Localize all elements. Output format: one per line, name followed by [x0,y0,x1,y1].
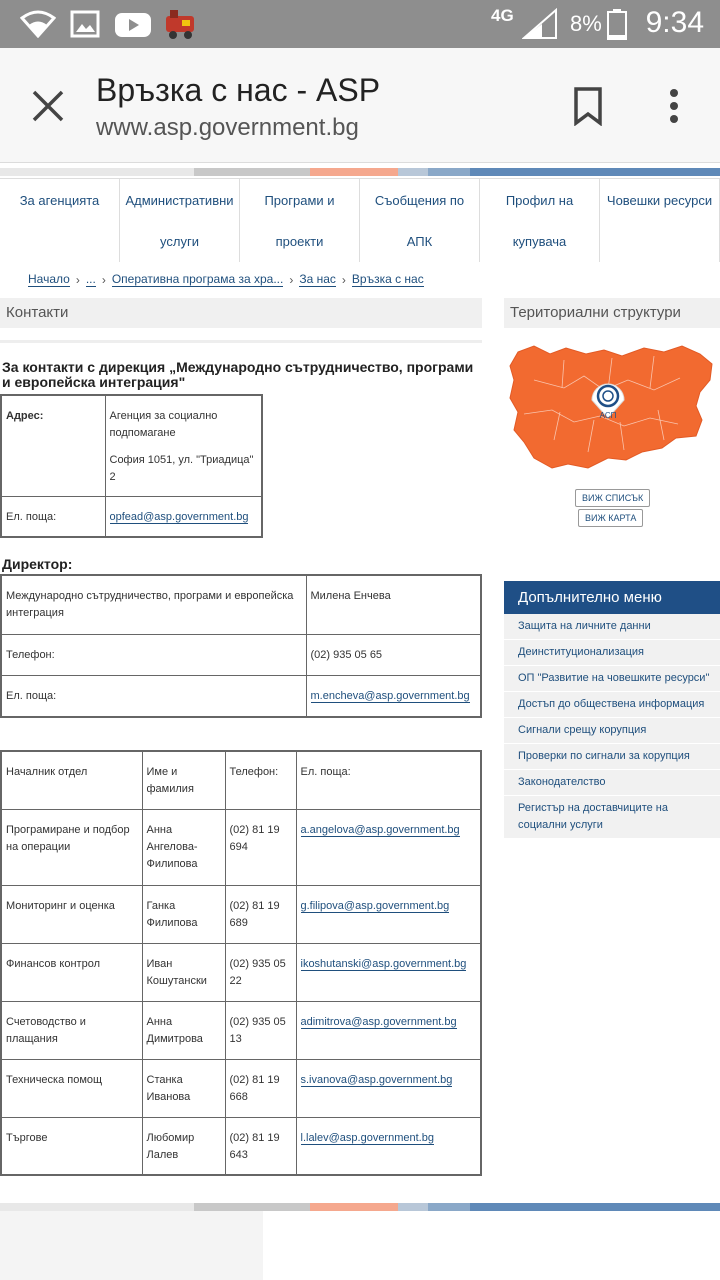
youtube-icon [114,12,152,38]
table-header-cell: Началник отдел [1,751,142,809]
address-label-cell [1,395,105,496]
breadcrumb-program[interactable]: Оперативна програма за хра... [111,272,284,286]
chevron-right-icon: › [75,272,80,287]
table-cell-name: Анна Ангелова-Филипова [142,809,225,885]
map-graphic [504,340,720,480]
nav-item-buyer-profile[interactable] [480,178,600,262]
nav-label: Човешки ресурси [606,193,713,208]
extra-menu-title: Допълнително меню [504,581,720,614]
breadcrumb-current[interactable]: Връзка с нас [351,272,424,286]
email-value-cell [105,496,262,537]
email-label: Ел. поща: [6,689,57,702]
breadcrumb [28,272,424,287]
breadcrumb-ellipsis[interactable]: ... [85,272,96,286]
chevron-right-icon: › [289,272,294,287]
director-heading: Директор: [2,556,73,572]
extra-menu-item[interactable]: Достъп до обществена информация [504,692,720,718]
nav-item-admin-services[interactable] [120,178,240,262]
table-cell-name: Иван Кошутански [142,943,225,1001]
table-cell-dept: Търгове [1,1117,142,1175]
staff-email-link[interactable]: ikoshutanski@asp.government.bg [300,957,467,970]
table-row [1,809,481,885]
extra-menu-item[interactable]: Деинституционализация [504,640,720,666]
table-cell-email [296,1059,481,1117]
table-cell-email [296,1117,481,1175]
staff-table [0,750,482,1176]
table-row [1,1117,481,1175]
bookmark-icon[interactable] [572,86,604,126]
table-header-cell: Ел. поща: [296,751,481,809]
table-row [1,1001,481,1059]
table-cell-dept: Техническа помощ [1,1059,142,1117]
table-row [1,943,481,1001]
view-list-button[interactable]: ВИЖ СПИСЪК [575,489,650,507]
close-icon[interactable] [30,88,66,124]
nav-label: За агенцията [19,193,100,208]
table-cell-phone: (02) 935 05 22 [225,943,296,1001]
address-line: София 1051, ул. "Триадица" 2 [109,454,254,483]
nav-item-agency[interactable] [0,178,120,262]
table-cell-name: Любомир Лалев [142,1117,225,1175]
divider [0,340,482,343]
director-phone: (02) 935 05 65 [310,648,383,661]
table-row [1,885,481,943]
breadcrumb-home[interactable]: Начало [28,272,70,286]
signal-icon [522,8,558,40]
table-cell-phone: (02) 81 19 668 [225,1059,296,1117]
image-icon [70,10,100,38]
director-name: Милена Енчева [310,590,391,602]
color-strip-top [0,168,720,176]
director-name-cell [306,575,481,634]
wifi-icon [20,10,56,38]
email-label-cell [1,675,306,717]
network-type: 4G [491,6,514,25]
table-cell-email [296,885,481,943]
extra-menu-item[interactable]: ОП "Развитие на човешките ресурси" [504,666,720,692]
battery-icon [606,8,628,40]
nav-item-hr[interactable] [600,178,720,262]
territorial-heading: Териториални структури [504,298,720,328]
address-value-cell [105,395,262,496]
extra-menu-item[interactable]: Законодателство [504,770,720,796]
email-label-cell [1,496,105,537]
color-strip-bottom [0,1203,720,1211]
train-app-icon [162,8,200,40]
address-label: Адрес: [6,410,44,422]
extra-menu-item[interactable]: Регистър на доставчиците на социални услуги [504,796,720,839]
view-map-button[interactable]: ВИЖ КАРТА [578,509,643,527]
email-value-cell [306,675,481,717]
email-label: Ел. поща: [6,510,57,523]
directorate-title: За контакти с дирекция „Международно сътрудничество, програми и европейска интеграция" [2,359,474,390]
browser-toolbar [0,48,720,163]
phone-value-cell [306,634,481,675]
page-url[interactable]: www.asp.government.bg [96,114,359,141]
nav-item-announcements[interactable] [360,178,480,262]
extra-menu [504,581,720,839]
staff-email-link[interactable]: s.ivanova@asp.government.bg [300,1073,453,1086]
extra-menu-item[interactable]: Защита на личните данни [504,614,720,640]
table-cell-name: Станка Иванова [142,1059,225,1117]
nav-label: Съобщения по [374,193,465,208]
nav-label: Програми и [264,193,335,208]
contacts-heading: Контакти [0,298,482,328]
nav-label: купувача [512,234,567,249]
table-cell-email [296,809,481,885]
table-cell-email [296,943,481,1001]
table-header-row [1,751,481,809]
table-cell-dept: Финансов контрол [1,943,142,1001]
nav-label: Административни [125,193,234,208]
staff-email-link[interactable]: adimitrova@asp.government.bg [300,1015,457,1028]
footer-block [0,1211,263,1280]
bulgaria-map[interactable] [504,340,720,480]
director-dept: Международно сътрудничество, програми и европейска интеграция [6,590,294,619]
nav-label: проекти [275,234,324,249]
table-cell-name: Анна Димитрова [142,1001,225,1059]
phone-label: Телефон: [6,648,55,661]
clock: 9:34 [645,6,704,39]
table-cell-phone: (02) 81 19 689 [225,885,296,943]
staff-email-link[interactable]: g.filipova@asp.government.bg [300,899,450,912]
staff-email-link[interactable]: a.angelova@asp.government.bg [300,823,460,836]
staff-email-link[interactable]: l.lalev@asp.government.bg [300,1131,434,1144]
table-cell-phone: (02) 935 05 13 [225,1001,296,1059]
table-cell-phone: (02) 81 19 694 [225,809,296,885]
chevron-right-icon: › [101,272,106,287]
table-cell-dept: Мониторинг и оценка [1,885,142,943]
battery-percent: 8% [570,11,602,36]
page-title: Връзка с нас - ASP [96,72,381,108]
address-line: Агенция за социално подпомагане [109,410,218,439]
extra-menu-item[interactable]: Проверки по сигнали за корупция [504,744,720,770]
director-email-link[interactable]: m.encheva@asp.government.bg [310,689,470,702]
map-logo-text: АСП [599,411,617,420]
main-nav [0,178,720,262]
table-cell-name: Ганка Филипова [142,885,225,943]
director-dept-cell [1,575,306,634]
chevron-right-icon: › [341,272,346,287]
table-row [1,1059,481,1117]
director-table [0,574,482,718]
table-header-cell: Име и фамилия [142,751,225,809]
nav-label: услуги [160,234,199,249]
email-link[interactable]: opfead@asp.government.bg [109,510,249,523]
table-header-cell: Телефон: [225,751,296,809]
address-table [0,394,263,538]
table-cell-phone: (02) 81 19 643 [225,1117,296,1175]
extra-menu-item[interactable]: Сигнали срещу корупция [504,718,720,744]
nav-label: АПК [406,234,433,249]
overflow-menu-icon[interactable] [664,88,684,124]
nav-item-programs[interactable] [240,178,360,262]
phone-label-cell [1,634,306,675]
nav-label: Профил на [505,193,574,208]
table-cell-dept: Програмиране и подбор на операции [1,809,142,885]
table-cell-email [296,1001,481,1059]
breadcrumb-about[interactable]: За нас [299,272,336,286]
table-cell-dept: Счетоводство и плащания [1,1001,142,1059]
status-bar [0,0,720,48]
